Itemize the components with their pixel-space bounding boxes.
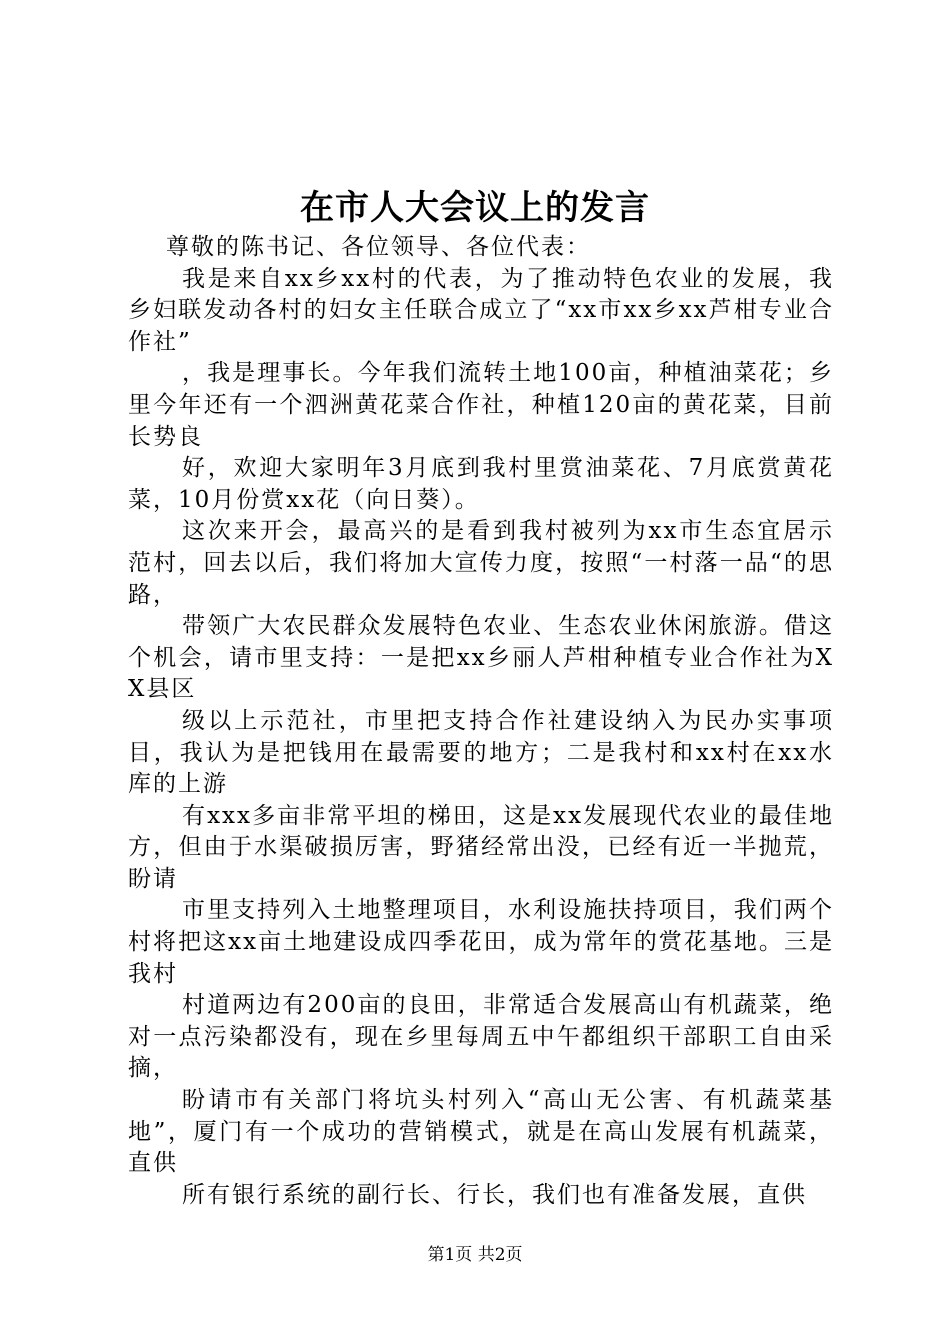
paragraph: 所有银行系统的副行长、行长，我们也有准备发展，直供 (182, 1181, 807, 1208)
paragraph: ，我是理事长。今年我们流转土地100亩，种植油菜花；乡里今年还有一个泗洲黄花菜合作社，种植120亩的黄花菜，目前长势良 (128, 360, 834, 450)
paragraph: 级以上示范社，市里把支持合作社建设纳入为民办实事项目，我认为是把钱用在最需要的地方；二是我村和xx村在xx水库的上游 (128, 707, 834, 798)
paragraph: 市里支持列入土地整理项目，水利设施扶持项目，我们两个村将把这xx亩土地建设成四季花田，成为常年的赏花基地。三是我村 (128, 897, 834, 987)
document-body (128, 232, 834, 1211)
paragraph: 好，欢迎大家明年3月底到我村里赏油菜花、7月底赏黄花菜，10月份赏xx花（向日葵）。 (128, 455, 834, 513)
document-title: 在市人大会议上的发言 (300, 188, 650, 228)
salutation: 尊敬的陈书记、各位领导、各位代表： (166, 234, 591, 260)
paragraph: 带领广大农民群众发展特色农业、生态农业休闲旅游。借这个机会，请市里支持：一是把xx乡丽人芦柑种植专业合作社为XX县区 (128, 613, 834, 703)
page-footer: 第1页 共2页 (427, 1245, 523, 1265)
paragraph: 有xxx多亩非常平坦的梯田，这是xx发展现代农业的最佳地方，但由于水渠破损厉害，野猪经常出没，已经有近一半抛荒，盼请 (128, 802, 834, 892)
paragraph: 这次来开会，最高兴的是看到我村被列为xx市生态宜居示范村，回去以后，我们将加大宣传力度，按照“一村落一品“的思路， (128, 518, 834, 608)
paragraph: 我是来自xx乡xx村的代表，为了推动特色农业的发展，我乡妇联发动各村的妇女主任联合成立了“xx市xx乡xx芦柑专业合作社” (128, 265, 834, 355)
paragraph: 盼请市有关部门将坑头村列入“高山无公害、有机蔬菜基地”，厦门有一个成功的营销模式，就是在高山发展有机蔬菜，直供 (128, 1087, 834, 1177)
paragraph: 村道两边有200亩的良田，非常适合发展高山有机蔬菜，绝对一点污染都没有，现在乡里每周五中午都组织干部职工自由采摘， (128, 992, 834, 1082)
